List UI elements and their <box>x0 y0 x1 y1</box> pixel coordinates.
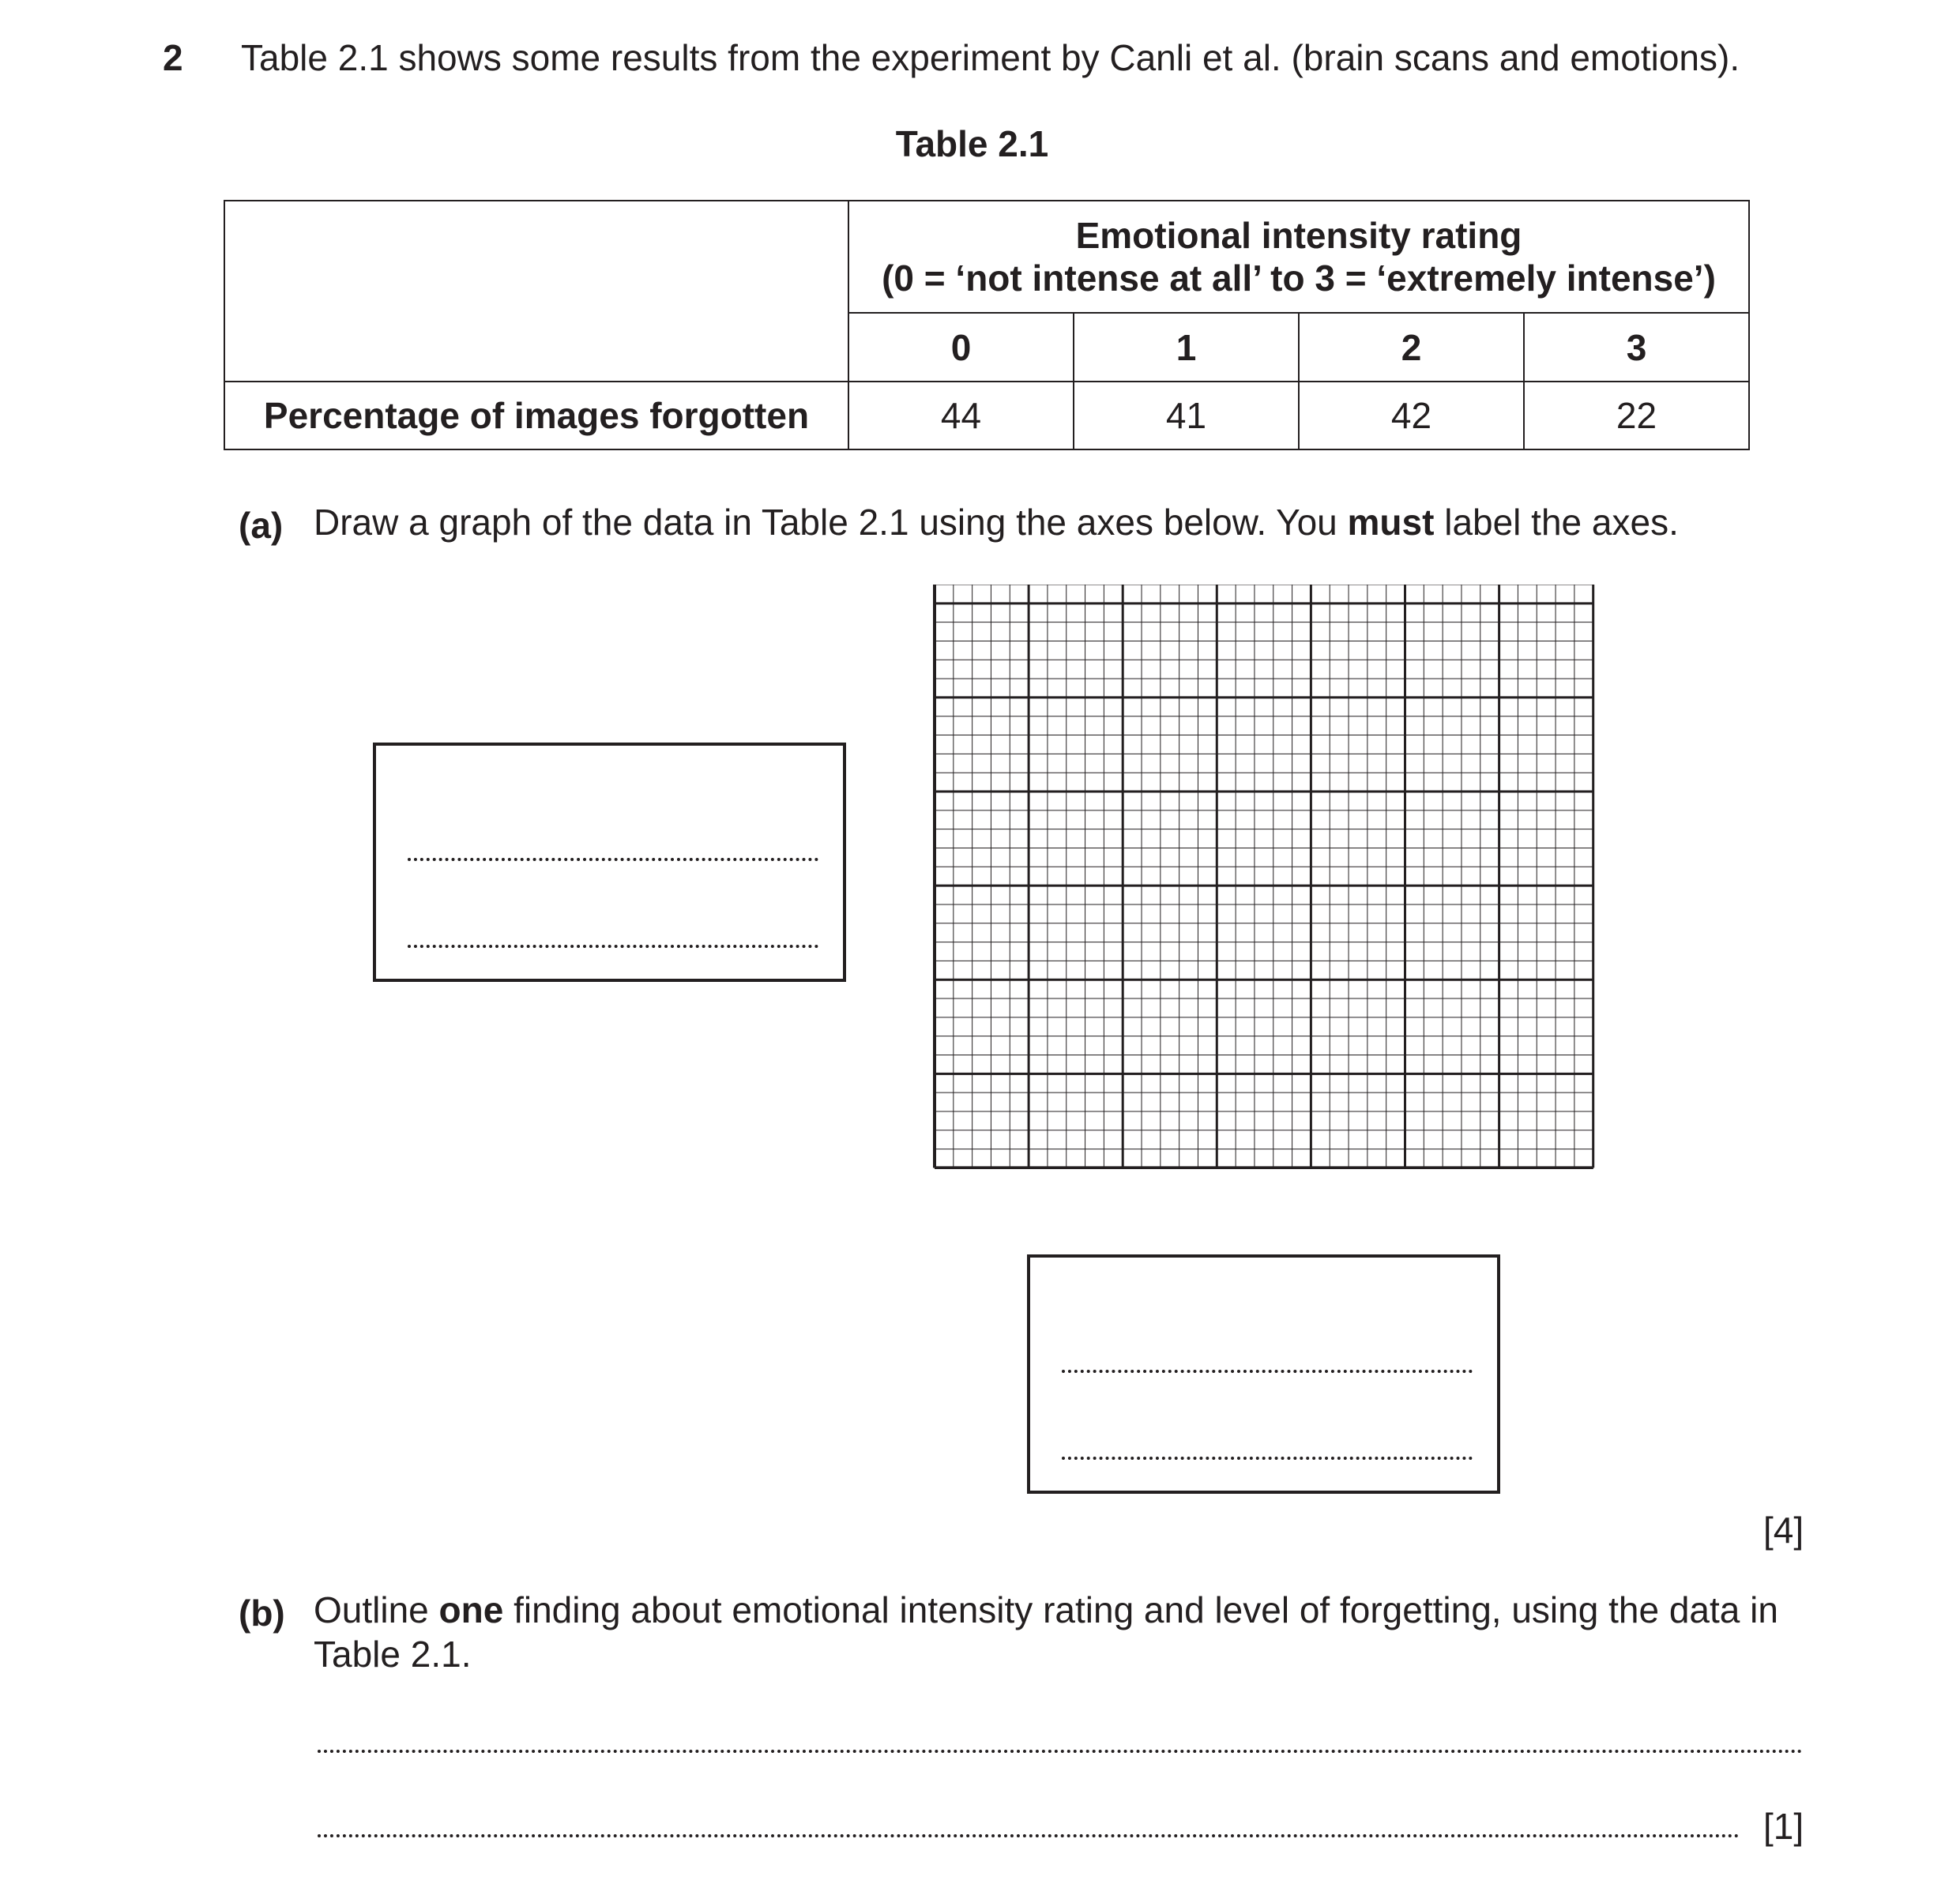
part-a-label: (a) <box>239 505 284 546</box>
table-empty-corner <box>224 201 848 382</box>
part-b-text-after: finding about emotional intensity rating and level of forgetting, using the data in Table 2.1. <box>314 1589 1778 1675</box>
y-axis-label-line-1[interactable] <box>408 858 818 861</box>
part-a-text-bold: must <box>1347 502 1435 543</box>
table-cell: 41 <box>1074 382 1299 449</box>
column-header: 3 <box>1524 313 1749 382</box>
part-a-text-before: Draw a graph of the data in Table 2.1 using the axes below. You <box>314 502 1348 543</box>
part-b-text-before: Outline <box>314 1589 439 1630</box>
part-b-text-bold: one <box>438 1589 504 1630</box>
y-axis-label-box[interactable] <box>373 743 846 982</box>
part-b-text <box>314 1588 1807 1676</box>
header-line-1: Emotional intensity rating <box>1075 215 1522 256</box>
column-header: 2 <box>1299 313 1524 382</box>
x-axis-label-line-2[interactable] <box>1062 1457 1473 1460</box>
question-intro: Table 2.1 shows some results from the experiment by Canli et al. (brain scans and emotions). <box>241 37 1740 78</box>
y-axis-label-line-2[interactable] <box>408 945 818 948</box>
x-axis-label-line-1[interactable] <box>1062 1370 1473 1373</box>
table-column-group-header <box>848 201 1749 313</box>
graph-grid[interactable] <box>932 585 1596 1169</box>
answer-line-2[interactable] <box>318 1834 1740 1837</box>
part-a-marks: [4] <box>1763 1510 1804 1551</box>
part-b-marks: [1] <box>1763 1806 1804 1847</box>
x-axis-label-box[interactable] <box>1027 1254 1500 1494</box>
part-a-text <box>314 500 1815 544</box>
table-cell: 42 <box>1299 382 1524 449</box>
table-cell: 44 <box>848 382 1074 449</box>
results-table <box>224 200 1750 450</box>
column-header: 0 <box>848 313 1074 382</box>
question-number: 2 <box>163 37 183 78</box>
row-label: Percentage of images forgotten <box>224 382 848 449</box>
table-caption-wrap <box>0 122 1960 165</box>
answer-line-1[interactable] <box>318 1750 1803 1753</box>
table-caption: Table 2.1 <box>895 123 1049 164</box>
part-b-label: (b) <box>239 1593 285 1634</box>
table-cell: 22 <box>1524 382 1749 449</box>
part-a-text-after: label the axes. <box>1434 502 1679 543</box>
column-header: 1 <box>1074 313 1299 382</box>
header-line-2: (0 = ‘not intense at all’ to 3 = ‘extremely intense’) <box>882 258 1716 299</box>
